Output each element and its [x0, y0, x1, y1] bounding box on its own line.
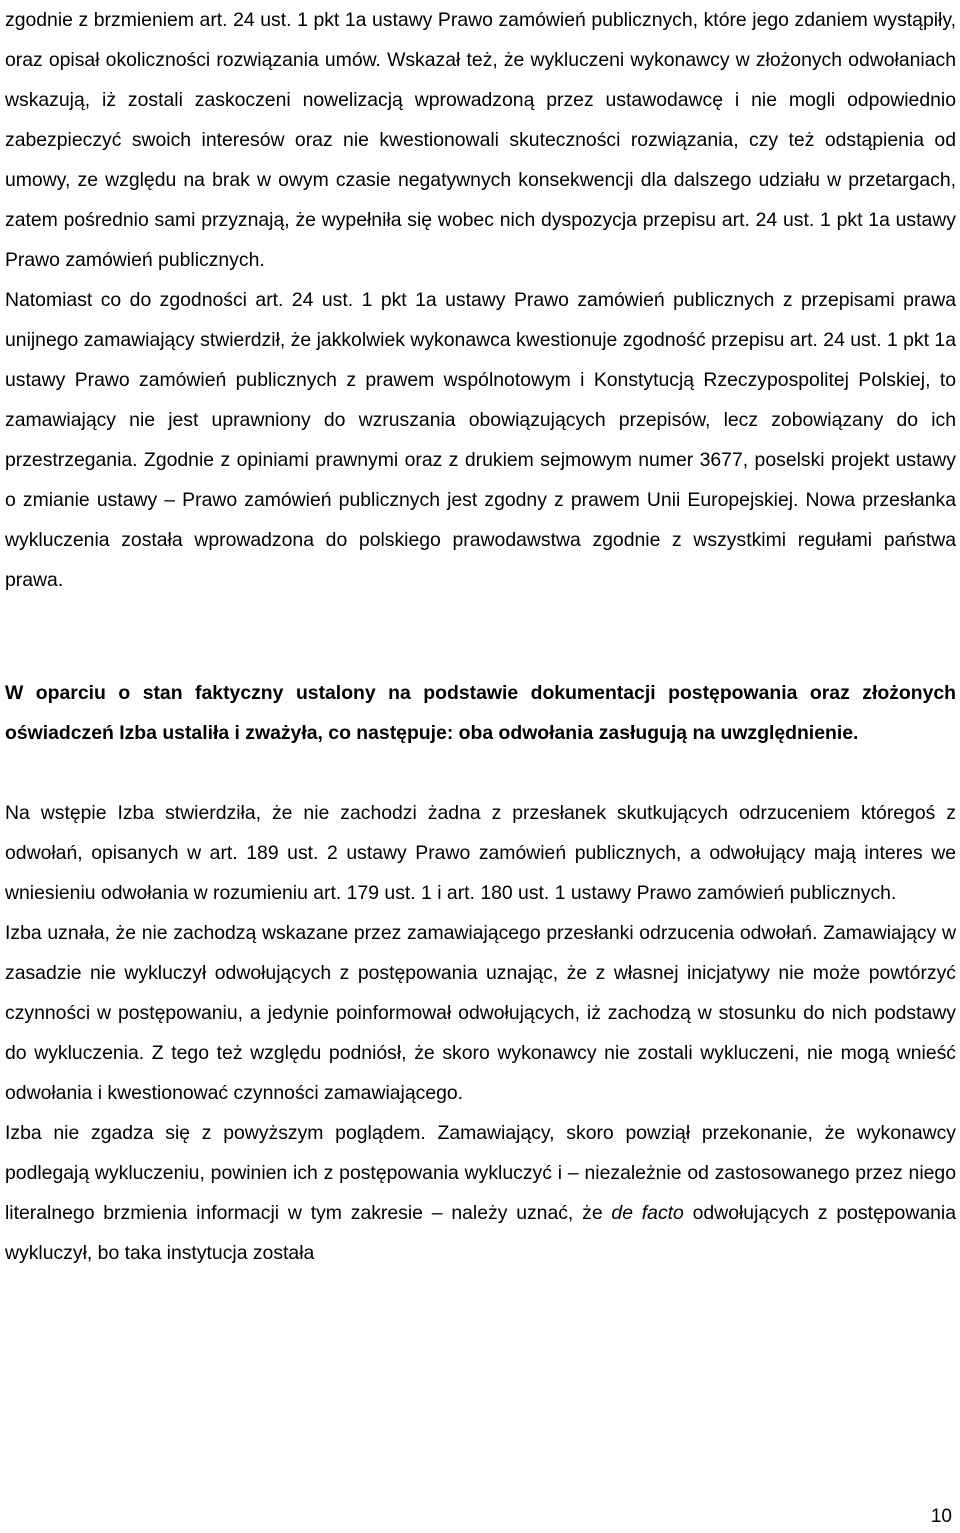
paragraph-6-text-after: odwołujących z postępowania wykluczył, bo taka instytucja została	[5, 1202, 957, 1264]
paragraph-6	[5, 1113, 956, 1273]
document-body	[5, 0, 956, 1273]
paragraph-spacer	[5, 600, 956, 673]
paragraph-6-italic-term: de facto	[611, 1202, 684, 1224]
paragraph-1: zgodnie z brzmieniem art. 24 ust. 1 pkt 1a ustawy Prawo zamówień publicznych, które jego zdaniem wystąpiły, oraz opisał okoliczności rozwiązania umów. Wskazał też, że wykluczeni wykonawcy w złożonych odwołaniach wskazują, iż zostali zaskoczeni nowelizacją wprowadzoną przez ustawodawcę i nie mogli odpowiednio zabezpieczyć swoich interesów oraz nie kwestionowali skuteczności rozwiązania, czy też odstąpienia od umowy, ze względu na brak w owym czasie negatywnych konsekwencji dla dalszego udziału w przetargach, zatem pośrednio sami przyznają, że wypełniła się wobec nich dyspozycja przepisu art. 24 ust. 1 pkt 1a ustawy Prawo zamówień publicznych.	[5, 9, 956, 271]
paragraph-4: Na wstępie Izba stwierdziła, że nie zachodzi żadna z przesłanek skutkujących odrzuceniem któregoś z odwołań, opisanych w art. 189 ust. 2 ustawy Prawo zamówień publicznych, a odwołujący mają interes we wniesieniu odwołania w rozumieniu art. 179 ust. 1 i art. 180 ust. 1 ustawy Prawo zamówień publicznych.	[5, 802, 956, 904]
paragraph-3-bold-conclusion: W oparciu o stan faktyczny ustalony na podstawie dokumentacji postępowania oraz złożonych oświadczeń Izba ustaliła i zważyła, co następuje: oba odwołania zasługują na uwzględnienie.	[5, 682, 956, 744]
paragraph-5: Izba uznała, że nie zachodzą wskazane przez zamawiającego przesłanki odrzucenia odwołań. Zamawiający w zasadzie nie wykluczył odwołujących z postępowania uznając, że z własnej inicjatywy nie może powtórzyć czynności w postępowaniu, a jedynie poinformował odwołujących, iż zachodzą w stosunku do nich podstawy do wykluczenia. Z tego też względu podniósł, że skoro wykonawcy nie zostali wykluczeni, nie mogą wnieść odwołania i kwestionować czynności zamawiającego.	[5, 922, 956, 1104]
page-number: 10	[930, 1506, 952, 1527]
paragraph-2: Natomiast co do zgodności art. 24 ust. 1 pkt 1a ustawy Prawo zamówień publicznych z przepisami prawa unijnego zamawiający stwierdził, że jakkolwiek wykonawca kwestionuje zgodność przepisu art. 24 ust. 1 pkt 1a ustawy Prawo zamówień publicznych z prawem wspólnotowym i Konstytucją Rzeczypospolitej Polskiej, to zamawiający nie jest uprawniony do wzruszania obowiązujących przepisów, lecz zobowiązany do ich przestrzegania. Zgodnie z opiniami prawnymi oraz z drukiem sejmowym numer 3677, poselski projekt ustawy o zmianie ustawy – Prawo zamówień publicznych jest zgodny z prawem Unii Europejskiej. Nowa przesłanka wykluczenia została wprowadzona do polskiego prawodawstwa zgodnie z wszystkimi regułami państwa prawa.	[5, 289, 956, 591]
paragraph-6-text-before: Izba nie zgadza się z powyższym poglądem. Zamawiający, skoro powziął przekonanie, że wykonawcy podlegają wykluczeniu, powinien ich z postępowania wykluczyć i – niezależnie od zastosowanego przez niego literalnego brzmienia informacji w tym zakresie – należy uznać, że	[5, 1122, 956, 1224]
paragraph-spacer	[5, 753, 956, 793]
